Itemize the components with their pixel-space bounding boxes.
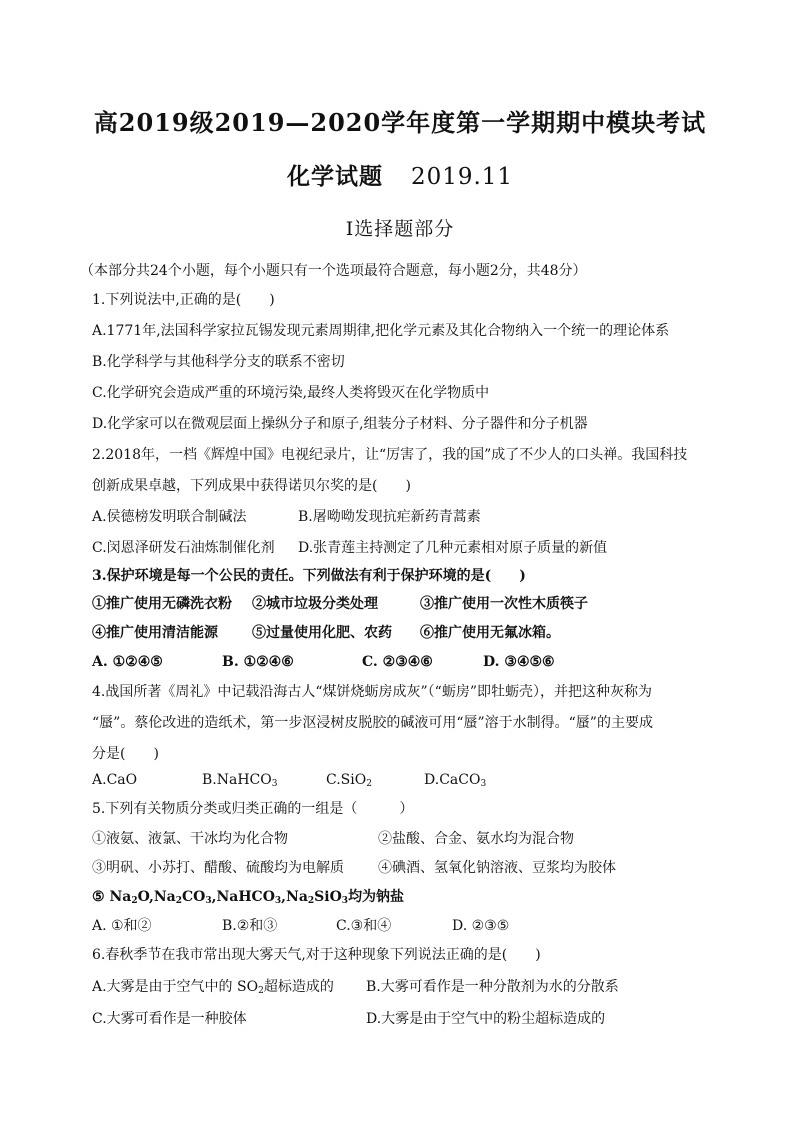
q4-stem-line3: 分是( ): [92, 746, 159, 762]
q6-option-a-formula: SO: [237, 979, 259, 995]
q2-option-c: C.闵恩泽研发石油炼制催化剂: [92, 540, 275, 556]
q2-stem-line1: 2.2018年，一档《辉煌中国》电视纪录片，让“厉害了，我的国”成了不少人的口头禅。我国科技: [92, 447, 688, 463]
q5-item-5-text-e: ,Na: [281, 889, 308, 905]
q6-option-a: [92, 978, 334, 996]
q5-option-d: D. ②③⑤: [452, 918, 510, 934]
q4-option-d-formula: CaCO: [439, 772, 481, 788]
q5-item-1: ①液氨、液氯、干冰均为化合物: [92, 831, 288, 847]
q4-option-b-formula: NaHCO: [216, 772, 272, 788]
q2-option-b: B.屠呦呦发现抗疟新药青蒿素: [298, 509, 481, 525]
q1-option-c: C.化学研究会造成严重的环境污染,最终人类将毁灭在化学物质中: [92, 385, 490, 401]
q4-option-a-label: A.: [92, 772, 107, 788]
q4-option-c-label: C.: [326, 772, 341, 788]
q6-option-a-subscript: 2: [258, 986, 264, 996]
q2-option-a: A.侯德榜发明联合制碱法: [92, 509, 247, 525]
q4-option-c: [326, 771, 372, 789]
exam-date: 2019.11: [410, 164, 514, 190]
q1-stem: 1.下列说法中,正确的是( ): [92, 292, 275, 308]
q3-stem: 3.保护环境是每一个公民的责任。下列做法有利于保护环境的是( ): [92, 568, 526, 584]
q4-option-a-formula: CaO: [106, 772, 138, 788]
q3-item-4: ④推广使用清洁能源: [92, 625, 218, 641]
q1-option-a: A.1771年,法国科学家拉瓦锡发现元素周期律,把化学元素及其化合物纳入一个统一的理论体系: [92, 323, 670, 339]
q5-option-c: C.③和④: [336, 918, 392, 934]
q5-item-5-sub-b: 2: [175, 896, 182, 906]
q3-option-b: B. ①②④⑥: [222, 654, 294, 670]
q6-option-d: D.大雾是由于空气中的粉尘超标造成的: [366, 1011, 606, 1027]
q5-item-5-suffix: 均为钠盐: [348, 889, 405, 905]
q4-option-c-formula: SiO: [340, 772, 367, 788]
q5-item-5-text-c: CO: [181, 889, 206, 905]
q4-option-d-label: D.: [424, 772, 440, 788]
q2-option-d: D.张青莲主持测定了几种元素相对原子质量的新值: [298, 540, 608, 556]
exam-subject-line: [0, 158, 800, 191]
q3-item-1: ①推广使用无磷洗衣粉: [92, 596, 232, 612]
q5-item-5-text-d: ,NaHCO: [211, 889, 275, 905]
q6-option-a-suffix: 超标造成的: [263, 979, 334, 995]
q5-item-5-text-f: SiO: [314, 889, 342, 905]
q3-option-a: A. ①②④⑤: [92, 654, 163, 670]
q6-option-b: B.大雾可看作是一种分散剂为水的分散系: [366, 979, 619, 995]
q4-option-c-subscript: 2: [366, 779, 372, 789]
q4-option-b: [202, 771, 277, 789]
subject-title: 化学试题: [286, 163, 383, 190]
q4-option-a: [92, 771, 137, 789]
q5-item-5-sub-f: 3: [341, 896, 349, 906]
q6-stem: 6.春秋季节在我市常出现大雾天气,对于这种现象下列说法正确的是( ): [92, 947, 541, 963]
q4-stem-line1: 4.战国所著《周礼》中记载沿海古人“煤饼烧蛎房成灰”（“蛎房”即牡蛎壳），并把这种灰称为: [92, 684, 652, 700]
q4-option-d: [424, 771, 486, 789]
q5-stem: 5.下列有关物质分类或归类正确的一组是（ ）: [92, 801, 414, 817]
q5-item-4: ④碘酒、氢氧化钠溶液、豆浆均为胶体: [378, 860, 616, 876]
q5-item-5-sub-a: 2: [131, 896, 138, 906]
q1-option-b: B.化学科学与其他科学分支的联系不密切: [92, 354, 345, 370]
q5-item-5-text-b: O,Na: [137, 889, 176, 905]
q5-item-5-sub-c: 3: [205, 896, 212, 906]
q3-option-c: C. ②③④⑥: [362, 654, 433, 670]
q3-item-6: ⑥推广使用无氟冰箱。: [420, 625, 560, 641]
section-instructions: （本部分共24个小题，每个小题只有一个选项最符合题意，每小题2分，共48分）: [80, 263, 587, 279]
q5-item-5-sub-d: 3: [274, 896, 282, 906]
q6-option-c: C.大雾可看作是一种胶体: [92, 1011, 247, 1027]
q3-item-3: ③推广使用一次性木质筷子: [420, 596, 588, 612]
q5-item-5-sub-e: 2: [307, 896, 315, 906]
q5-option-b: B.②和③: [222, 918, 278, 934]
q5-item-5-text-a: Na: [109, 889, 132, 905]
q4-option-b-label: B.: [202, 772, 217, 788]
exam-title: 高2019级2019—2020学年度第一学期期中模块考试: [93, 108, 707, 137]
q5-item-2: ②盐酸、合金、氨水均为混合物: [378, 831, 574, 847]
q4-option-b-subscript: 3: [271, 779, 278, 789]
q3-option-d: D. ③④⑤⑥: [483, 654, 555, 670]
q1-option-d: D.化学家可以在微观层面上操纵分子和原子,组装分子材料、分子器件和分子机器: [92, 416, 588, 432]
q4-option-d-subscript: 3: [480, 779, 487, 789]
q3-item-5: ⑤过量使用化肥、农药: [252, 625, 392, 641]
q2-stem-line2: 创新成果卓越，下列成果中获得诺贝尔奖的是( ): [92, 478, 411, 494]
q4-stem-line2: “蜃”。蔡伦改进的造纸术，第一步沤浸树皮脱胶的碱液可用“蜃”溶于水制得。“蜃”的主要成: [92, 715, 653, 731]
q5-item-3: ③明矾、小苏打、醋酸、硫酸均为电解质: [92, 860, 344, 876]
q5-item-5-marker: ⑤: [92, 889, 110, 905]
q3-item-2: ②城市垃圾分类处理: [252, 596, 378, 612]
q6-option-a-text: A.大雾是由于空气中的: [92, 979, 238, 995]
section-title: Ⅰ选择题部分: [345, 218, 455, 240]
q5-option-a: A. ①和②: [92, 918, 152, 934]
q5-item-5: [92, 888, 404, 906]
